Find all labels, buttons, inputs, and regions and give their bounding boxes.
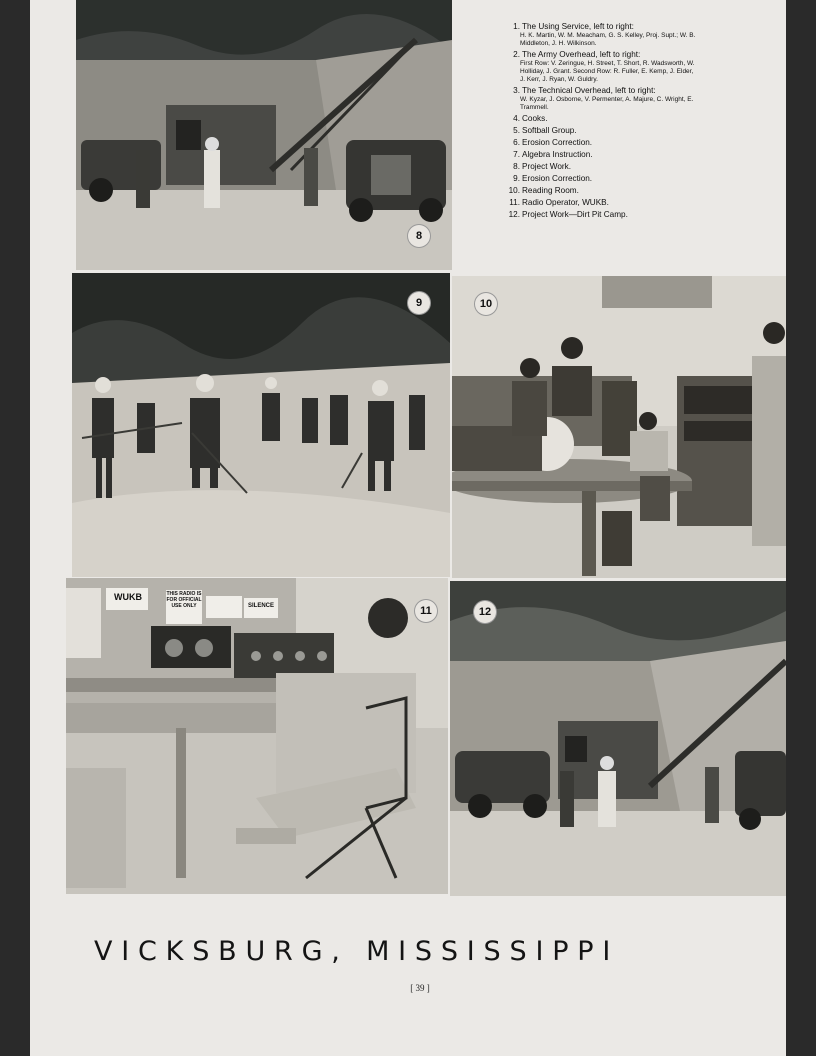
caption-heading [506, 22, 781, 32]
caption-text: The Using Service, left to right: [522, 22, 634, 31]
caption-number: 1. [513, 22, 520, 31]
caption-heading [506, 186, 781, 196]
caption-item [506, 50, 781, 84]
caption-item [506, 150, 781, 160]
caption-item [506, 198, 781, 208]
caption-item [506, 126, 781, 136]
caption-number: 5. [513, 126, 520, 135]
caption-heading [506, 210, 781, 220]
caption-names-line: H. K. Martin, W. M. Meacham, G. S. Kelley, Proj. Supt.; W. B. [520, 32, 696, 39]
caption-item [506, 114, 781, 124]
caption-item [506, 138, 781, 148]
caption-text: Erosion Correction. [522, 174, 593, 183]
caption-text: Algebra Instruction. [522, 150, 593, 159]
caption-heading [506, 198, 781, 208]
photo-number-badge: 9 [408, 292, 430, 314]
sign-silence: SILENCE [247, 603, 274, 609]
caption-heading [506, 126, 781, 136]
caption-item [506, 174, 781, 184]
caption-names-line: W. Kyzar, J. Osborne, V. Permenter, A. Majure, C. Wright, E. [520, 96, 694, 103]
photo-number-badge: 10 [475, 293, 497, 315]
caption-text: The Army Overhead, left to right: [522, 50, 641, 59]
photo-erosion-correction [72, 273, 450, 577]
caption-names-line: Trammell. [520, 104, 549, 111]
caption-item [506, 22, 781, 48]
caption-text: Radio Operator, WUKB. [522, 198, 609, 207]
caption-number: 7. [513, 150, 520, 159]
caption-text: The Technical Overhead, left to right: [522, 86, 656, 95]
photo-project-work [76, 0, 452, 270]
caption-item [506, 86, 781, 112]
caption-names-line: Holliday, J. Grant. Second Row: R. Fuller, E. Kemp, J. Elder, [520, 68, 694, 75]
caption-item [506, 186, 781, 196]
caption-text: Cooks. [522, 114, 548, 123]
caption-heading [506, 162, 781, 172]
photo-number-badge: 12 [474, 601, 496, 623]
photo-number-badge: 8 [408, 225, 430, 247]
photo-dirt-pit-camp [450, 581, 786, 896]
caption-heading [506, 86, 781, 96]
caption-heading [506, 50, 781, 60]
caption-number: 9. [513, 174, 520, 183]
caption-names-line: Middleton, J. H. Wilkinson. [520, 40, 597, 47]
caption-names-line: J. Kerr, J. Ryan, W. Guldry. [520, 76, 598, 83]
page-title: VICKSBURG, MISSISSIPPI [94, 936, 620, 967]
caption-number: 6. [513, 138, 520, 147]
photo-number-badge: 11 [415, 600, 437, 622]
caption-number: 4. [513, 114, 520, 123]
caption-number: 11. [509, 198, 520, 207]
caption-number: 8. [513, 162, 520, 171]
caption-text: Softball Group. [522, 126, 577, 135]
caption-heading [506, 174, 781, 184]
photo-captions-list [506, 22, 781, 222]
caption-item [506, 210, 781, 220]
page-number: [ 39 ] [410, 983, 430, 993]
sign-station: WUKB [114, 592, 142, 602]
caption-number: 10. [508, 186, 520, 195]
sign-notice: THIS RADIO IS FOR OFFICIAL USE ONLY [166, 591, 202, 609]
photo-reading-room [452, 276, 786, 578]
caption-text: Reading Room. [522, 186, 579, 195]
photo-radio-operator [66, 578, 448, 894]
caption-text: Erosion Correction. [522, 138, 593, 147]
caption-text: Project Work. [522, 162, 571, 171]
caption-item [506, 162, 781, 172]
caption-number: 12. [508, 210, 520, 219]
caption-heading [506, 138, 781, 148]
caption-heading [506, 150, 781, 160]
caption-heading [506, 114, 781, 124]
caption-number: 3. [513, 86, 520, 95]
caption-text: Project Work—Dirt Pit Camp. [522, 210, 628, 219]
caption-names-line: First Row: V. Zeringue, H. Street, T. Short, R. Wadsworth, W. [520, 60, 695, 67]
caption-number: 2. [513, 50, 520, 59]
